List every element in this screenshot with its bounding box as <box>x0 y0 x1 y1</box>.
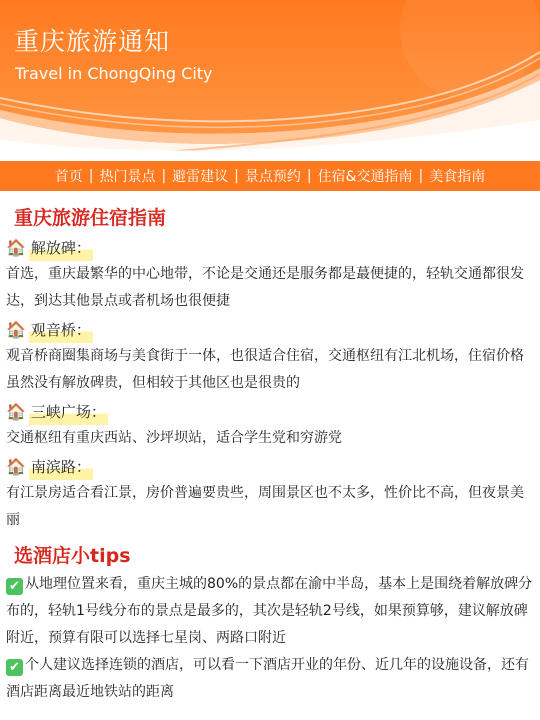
place-heading <box>6 454 540 480</box>
place-description: 有江景房适合看江景，房价普遍要贵些，周围景区也不太多，性价比不高，但夜景美丽 <box>6 485 524 528</box>
section-title-lodging: 重庆旅游住宿指南 <box>14 207 167 229</box>
nav-separator: | <box>306 168 312 184</box>
section-title-hotel-tips: 选酒店小tips <box>14 545 131 567</box>
place-description: 交通枢纽有重庆西站、沙坪坝站，适合学生党和穷游党 <box>6 430 342 446</box>
place-description: 观音桥商圈集商场与美食街于一体，也很适合住宿，交通枢纽有江北机场，住宿价格虽然没有解放碑贵，但相较于其他区也是很贵的 <box>6 348 524 391</box>
house-icon: 🏠 <box>6 320 26 339</box>
place-heading <box>6 235 540 261</box>
checkmark-icon: ✔ <box>6 578 23 595</box>
place-heading <box>6 399 540 425</box>
house-icon: 🏠 <box>6 402 26 421</box>
tip-item <box>6 571 534 652</box>
nav-item-popular-attractions[interactable]: 热门景点 <box>99 169 156 185</box>
tip-text: 从地理位置来看，重庆主城的80%的景点都在渝中半岛，基本上是围绕着解放碑分布的，轻轨1号线分布的景点是最多的，其次是轻轨2号线，如果预算够，建议解放碑附近，预算有限可以选择七星岗、两路口附近 <box>6 576 533 646</box>
tip-item <box>6 652 534 706</box>
house-icon: 🏠 <box>6 238 26 257</box>
place-name: 南滨路： <box>29 454 93 480</box>
main-content <box>0 196 540 706</box>
nav-item-avoid-pitfalls[interactable]: 避雷建议 <box>172 169 229 185</box>
nav-separator: | <box>88 168 94 184</box>
tip-text: 个人建议选择连锁的酒店，可以看一下酒店开业的年份、近几年的设施设备，还有酒店距离最近地铁站的距离 <box>6 657 529 700</box>
header-banner <box>0 0 540 160</box>
page-title: 重庆旅游通知 <box>14 27 171 56</box>
place-name: 三峡广场： <box>29 399 108 425</box>
checkmark-icon: ✔ <box>6 659 23 676</box>
page-subtitle: Travel in ChongQing City <box>15 64 213 83</box>
house-icon: 🏠 <box>6 457 26 476</box>
place-heading <box>6 317 540 343</box>
top-nav <box>0 161 540 191</box>
nav-separator: | <box>161 168 167 184</box>
nav-item-food-guide[interactable]: 美食指南 <box>429 169 486 185</box>
nav-separator: | <box>418 168 424 184</box>
nav-item-home[interactable]: 首页 <box>54 169 83 185</box>
nav-item-reservations[interactable]: 景点预约 <box>244 169 301 185</box>
nav-item-lodging-transport[interactable]: 住宿&交通指南 <box>317 169 413 185</box>
place-name: 解放碑： <box>29 235 93 261</box>
place-name: 观音桥： <box>29 317 93 343</box>
nav-separator: | <box>234 168 239 184</box>
place-description: 首选，重庆最繁华的中心地带，不论是交通还是服务都是蕞便捷的，轻轨交通都很发达，到达其他景点或者机场也很便捷 <box>6 266 524 309</box>
